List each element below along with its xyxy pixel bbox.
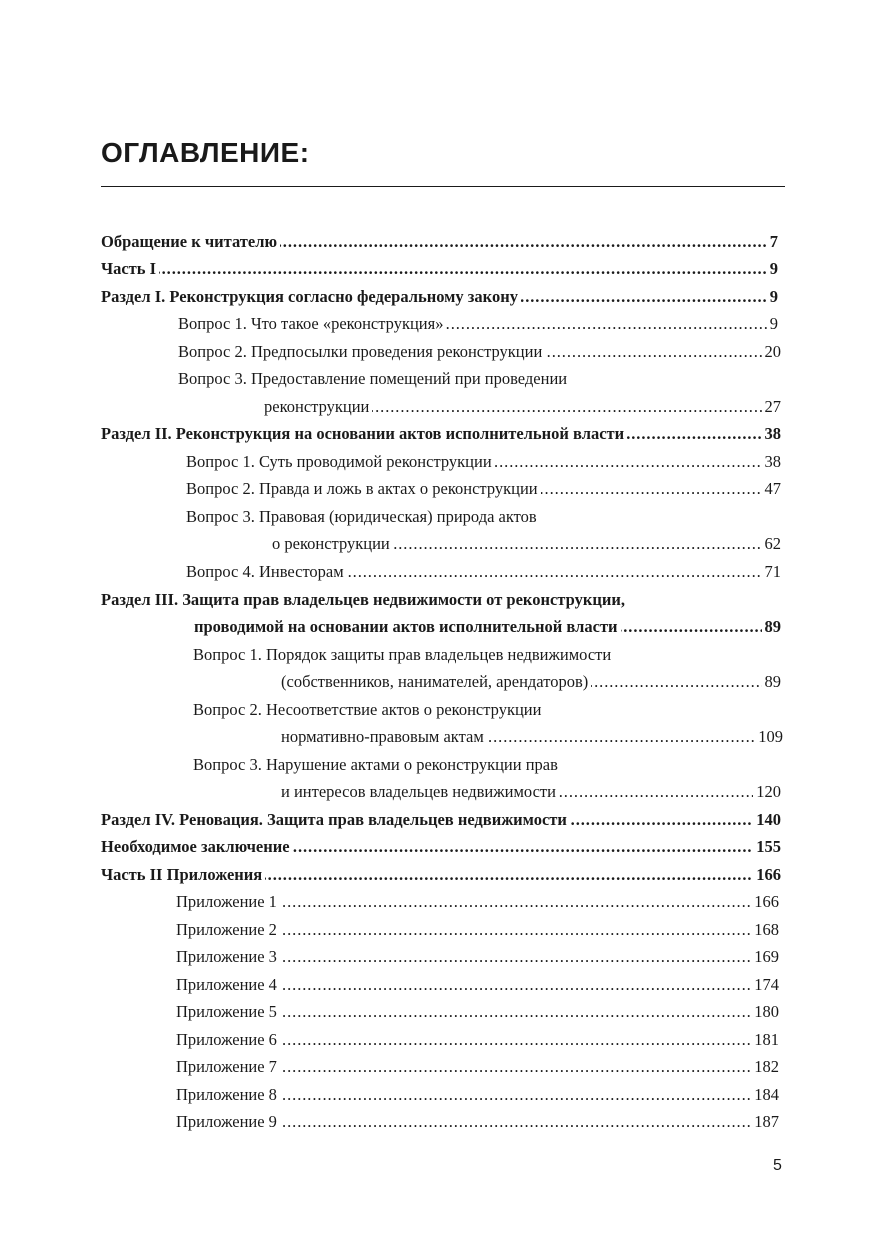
toc-entry[interactable] [193,642,781,668]
toc-entry[interactable] [186,504,781,530]
toc-entry[interactable] [101,807,781,833]
toc-entry-label: Обращение к читателю [101,229,280,255]
toc-entry-page: 9 [767,256,778,282]
toc-entry-label: Приложение 2 [176,917,280,943]
toc-entry-label: реконструкции [264,394,372,420]
toc-entry-label: Вопрос 1. Суть проводимой реконструкции [186,449,495,475]
toc-entry-label: Приложение 5 [176,999,280,1025]
toc-entry-label: Вопрос 2. Предпосылки проведения реконструкции [178,339,545,365]
toc-entry[interactable] [176,972,779,998]
toc-entry[interactable] [176,1054,779,1080]
toc-entry-page: 120 [753,779,781,805]
toc-entry[interactable] [186,476,781,502]
toc-entry[interactable] [178,339,781,365]
toc-entry-label: Раздел II. Реконструкция на основании актов исполнительной власти [101,421,627,447]
toc-entry[interactable] [101,587,781,613]
toc-entry[interactable] [272,531,781,557]
toc-entry-label: о реконструкции [272,531,393,557]
toc-entry-page: 9 [767,311,778,337]
toc-entry[interactable] [193,752,781,778]
toc-entry-page: 71 [762,559,782,585]
page-title: ОГЛАВЛЕНИЕ: [101,137,310,168]
toc-entry-page: 9 [767,284,778,310]
toc-entry[interactable] [101,284,778,310]
toc-entry[interactable] [176,917,779,943]
toc-entry-label: (собственников, нанимателей, арендаторов) [281,669,591,695]
toc-entry-label: Приложение 7 [176,1054,280,1080]
toc-entry[interactable] [193,697,783,723]
toc-entry-page: 7 [767,229,778,255]
toc-entry-label: Вопрос 1. Что такое «реконструкция» [178,311,446,337]
toc-entry-label: Необходимое заключение [101,834,293,860]
toc-entry[interactable] [101,834,781,860]
toc-entry[interactable] [176,1027,779,1053]
toc-entry[interactable] [101,421,781,447]
toc-entry-page: 169 [751,944,779,970]
toc-entry-page: 187 [751,1109,779,1135]
toc-entry[interactable] [101,862,781,888]
toc-entry[interactable] [101,256,778,282]
toc-entry[interactable] [194,614,781,640]
toc-entry-label: нормативно-правовым актам [281,724,487,750]
toc-entry[interactable] [178,311,778,337]
toc-entry[interactable] [176,944,779,970]
toc-entry-label: Вопрос 3. Предоставление помещений при проведении [178,366,570,392]
toc-entry-label: Вопрос 3. Правовая (юридическая) природа актов [186,504,540,530]
toc-entry-page: 181 [751,1027,779,1053]
toc-entry[interactable] [186,559,781,585]
toc-entry[interactable] [178,366,781,392]
toc-entry-label: проводимой на основании актов исполнительной власти [194,614,621,640]
toc-entry-label: Часть II Приложения [101,862,265,888]
toc-entry[interactable] [281,779,781,805]
toc-entry[interactable] [176,999,779,1025]
toc-entry[interactable] [281,669,781,695]
toc-entry-label: Приложение 8 [176,1082,280,1108]
toc-entry-page: 89 [762,669,782,695]
toc-entry-label: Вопрос 2. Правда и ложь в актах о реконструкции [186,476,541,502]
toc-entry[interactable] [101,229,778,255]
toc-entry-label: Приложение 3 [176,944,280,970]
toc-entry-page: 174 [751,972,779,998]
toc-entry-label: Вопрос 3. Нарушение актами о реконструкции прав [193,752,561,778]
toc-entry[interactable] [264,394,781,420]
toc-entry-label: Раздел I. Реконструкция согласно федеральному закону [101,284,521,310]
toc-entry-label: Приложение 9 [176,1109,280,1135]
toc-entry-label: Вопрос 4. Инвесторам [186,559,347,585]
toc-entry-page: 62 [762,531,782,557]
toc-entry-label: Приложение 1 [176,889,280,915]
toc-entry[interactable] [176,1109,779,1135]
toc-entry-page: 47 [762,476,782,502]
toc-entry-label: и интересов владельцев недвижимости [281,779,559,805]
toc-entry-page: 166 [751,889,779,915]
toc-entry-label: Раздел III. Защита прав владельцев недвижимости от реконструкции, [101,587,628,613]
toc-entry-page: 20 [762,339,782,365]
toc-entry-page: 166 [753,862,781,888]
toc-entry-label: Вопрос 2. Несоответствие актов о реконструкции [193,697,544,723]
toc-entry-page: 89 [762,614,782,640]
toc-entry[interactable] [176,889,779,915]
toc-entry[interactable] [281,724,783,750]
toc-entry-page: 109 [755,724,783,750]
title-divider [101,186,785,187]
toc-entry-label: Вопрос 1. Порядок защиты прав владельцев недвижимости [193,642,614,668]
toc-entry[interactable] [176,1082,779,1108]
toc-entry-label: Часть I [101,256,159,282]
toc-entry-page: 38 [762,449,782,475]
toc-entry-page: 27 [762,394,782,420]
toc-entry[interactable] [186,449,781,475]
toc-entry-page: 182 [751,1054,779,1080]
toc-entry-label: Приложение 4 [176,972,280,998]
toc-entry-page: 155 [753,834,781,860]
toc-entry-page: 180 [751,999,779,1025]
toc-entry-page: 38 [762,421,782,447]
toc-entry-page: 140 [753,807,781,833]
toc-entry-label: Раздел IV. Реновация. Защита прав владельцев недвижимости [101,807,570,833]
toc-entry-page: 168 [751,917,779,943]
toc-entry-page: 184 [751,1082,779,1108]
toc-entry-label: Приложение 6 [176,1027,280,1053]
page-number: 5 [773,1157,782,1174]
